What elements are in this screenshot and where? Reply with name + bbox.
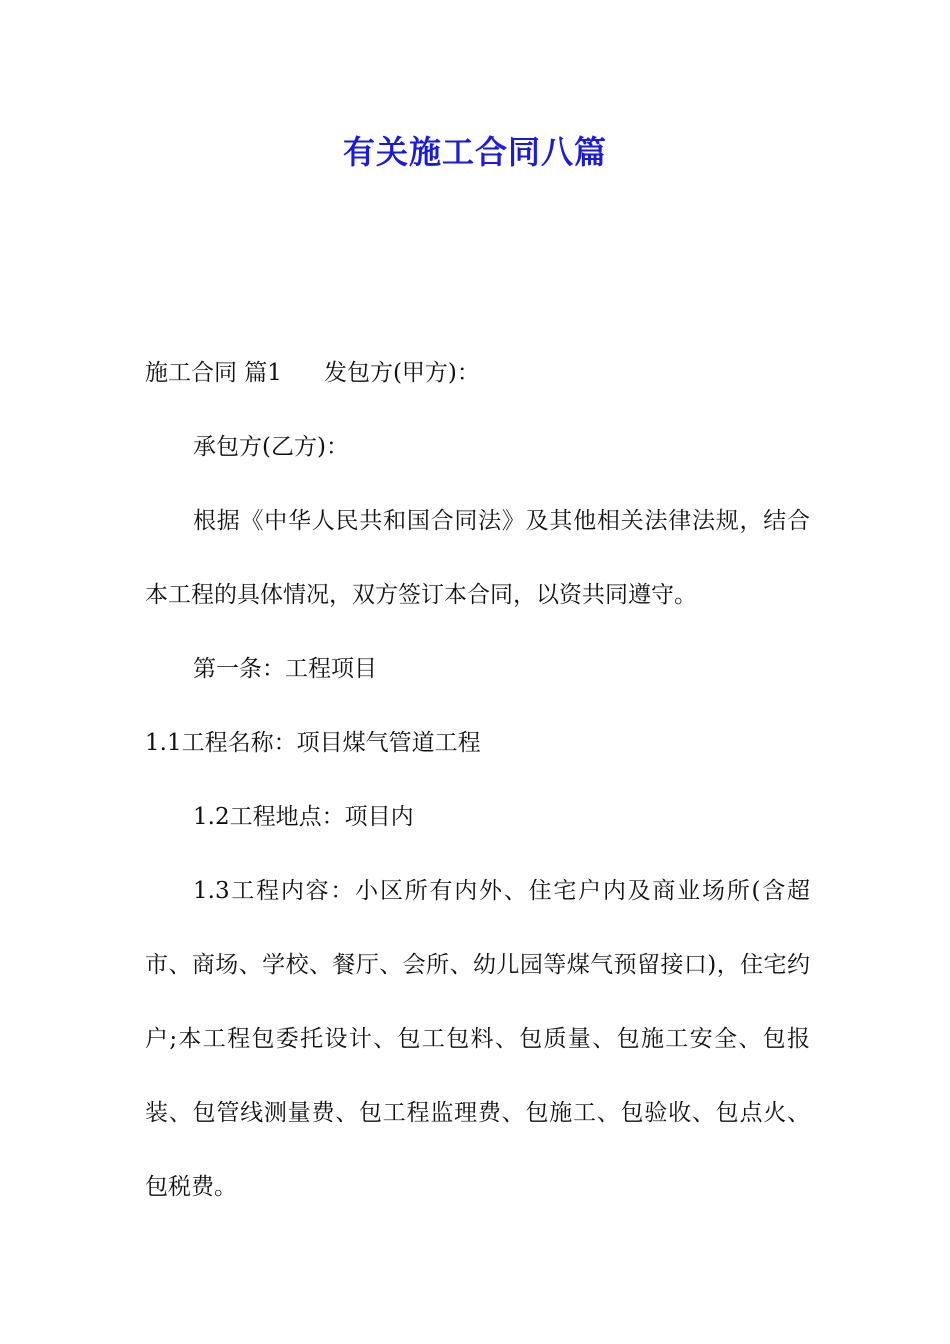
party-b-label: 承包方(乙方)： <box>193 434 349 460</box>
party-a-label: 发包方(甲方)： <box>323 360 480 386</box>
document-title: 有关施工合同八篇 <box>342 133 607 171</box>
article-1-heading: 第一条：工程项目 <box>193 656 377 682</box>
clause-1-1: 1.1工程名称：项目煤气管道工程 <box>145 730 481 756</box>
document-body <box>145 336 810 1224</box>
section-label: 施工合同 篇1 <box>145 360 282 386</box>
paragraph-section-heading <box>145 336 810 410</box>
clause-1-2: 1.2工程地点：项目内 <box>193 804 414 830</box>
paragraph-preamble: 根据《中华人民共和国合同法》及其他相关法律法规，结合本工程的具体情况，双方签订本合同，以资共同遵守。 <box>145 508 810 608</box>
clause-1-3: 1.3工程内容：小区所有内外、住宅户内及商业场所(含超市、商场、学校、餐厅、会所、幼儿园等煤气预留接口)，住宅约户;本工程包委托设计、包工包料、包质量、包施工安全、包报装、包管线测量费、包工程监理费、包施工、包验收、包点火、包税费。 <box>145 878 810 1200</box>
